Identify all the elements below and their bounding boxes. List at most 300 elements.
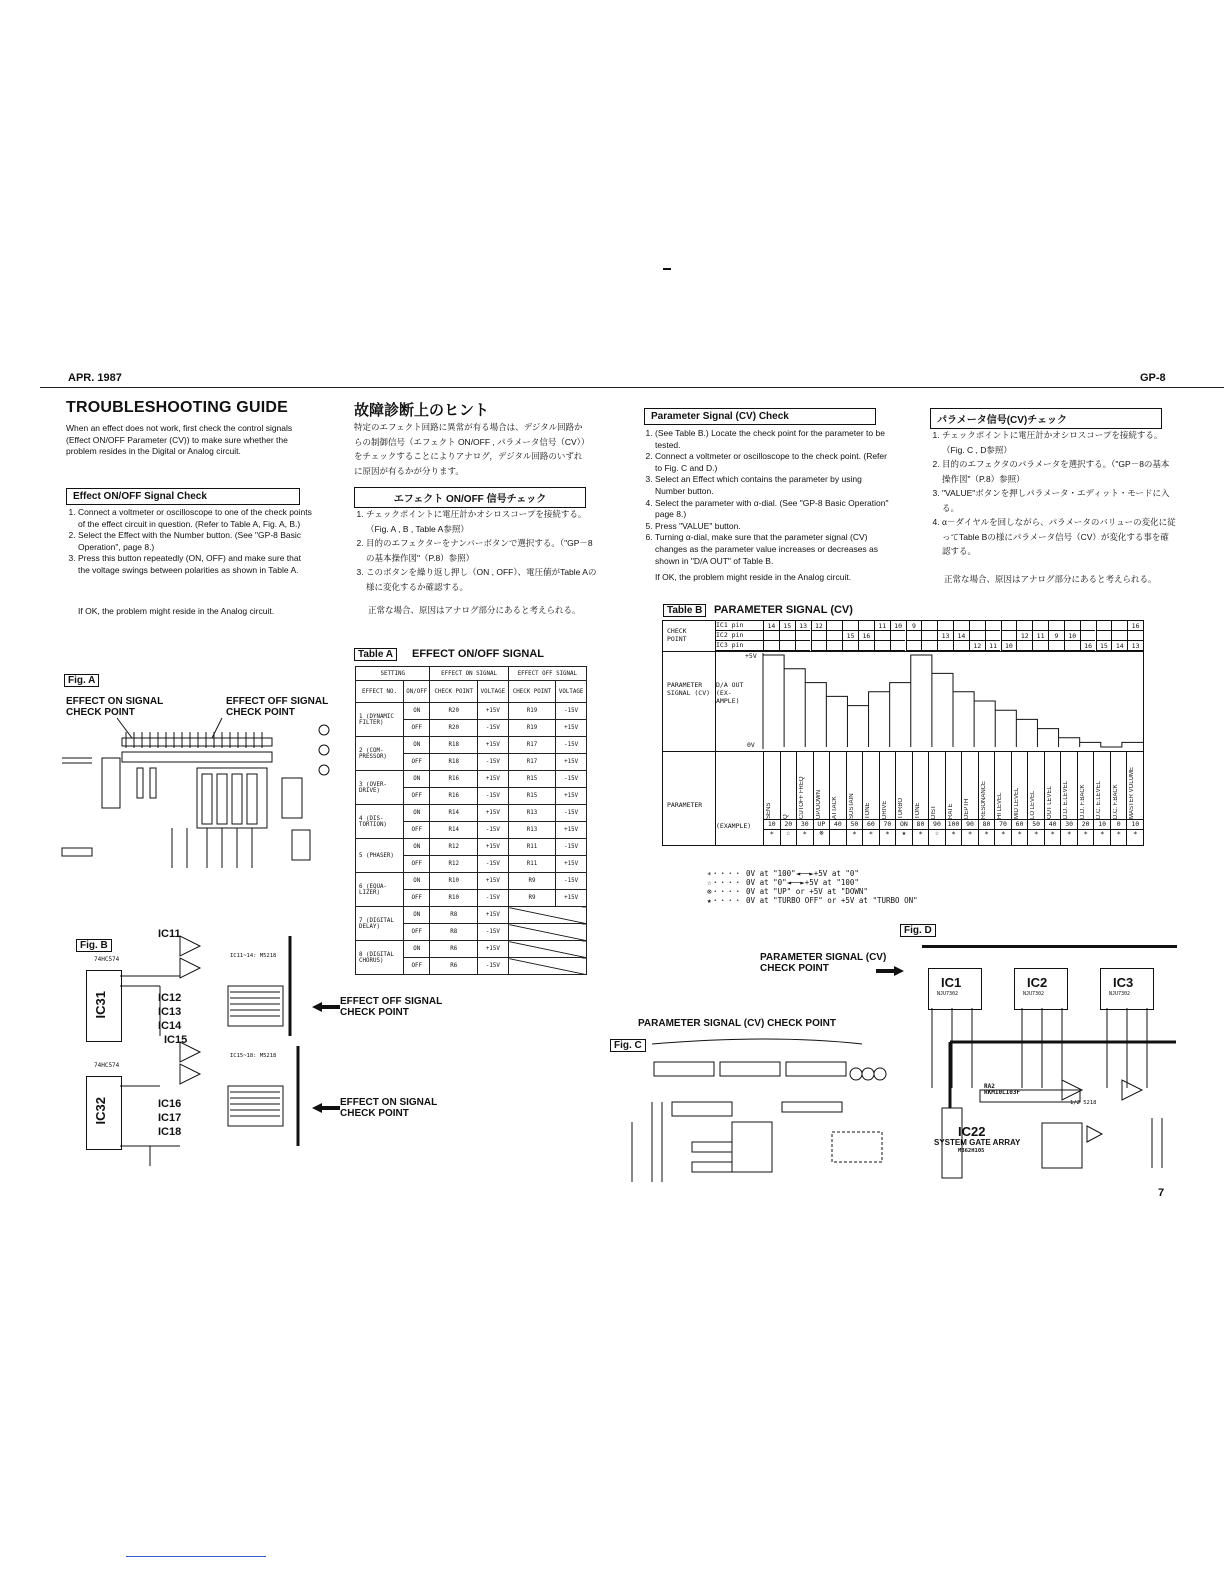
table-a-cell: -15V: [478, 822, 509, 839]
table-a-cell: +15V: [478, 737, 509, 754]
pin-rows: [715, 621, 1143, 651]
th-on-off: ON/OFF: [404, 681, 430, 703]
param-name: OUT LEVEL: [1046, 786, 1053, 819]
effect-name: 1 (DYNAMIC FILTER): [356, 703, 404, 737]
param-name: D.C. F.BACK: [1112, 784, 1119, 819]
table-a-cell: -15V: [556, 737, 587, 754]
fig-a-off-label: EFFECT OFF SIGNAL CHECK POINT: [226, 696, 329, 718]
table-a-cell: +15V: [556, 720, 587, 737]
ic-pin-cell: [826, 641, 842, 651]
table-a-cell: R10: [430, 873, 478, 890]
cv-check-title: Parameter Signal (CV) Check: [644, 408, 876, 425]
effect-name: 7 (DIGITAL DELAY): [356, 907, 404, 941]
footer-link-line: [126, 1556, 266, 1557]
jp-step: 2. 目的のエフェクターをナンバーボタンで選択する。（"GP－8の基本操作図"（P.8）参照）: [366, 536, 600, 565]
table-a-cell: -15V: [478, 856, 509, 873]
ic-pin-cell: 11: [874, 621, 890, 631]
plus5-label: +5V: [745, 652, 757, 660]
ic32-label: IC32: [93, 1097, 108, 1125]
effect-name: 6 (EQUA- LIZER): [356, 873, 404, 907]
table-a-cell: -15V: [478, 924, 509, 941]
header-date: APR. 1987: [68, 372, 122, 384]
table-a-cell: R6: [430, 958, 478, 975]
ic-pin-cell: [890, 641, 906, 651]
param-example: ON: [896, 819, 912, 830]
param-example: 90: [962, 819, 978, 830]
param-name: ATTACK: [832, 796, 839, 819]
param-marker: ∗: [885, 829, 890, 837]
table-a-cell: +15V: [556, 788, 587, 805]
ic-pin-cell: [842, 641, 858, 651]
table-a-row: [356, 737, 587, 754]
param-column: [895, 751, 912, 845]
table-a-cell: [508, 941, 586, 958]
page-title: TROUBLESHOOTING GUIDE: [66, 399, 288, 416]
ic-pin-cell: [795, 631, 811, 641]
table-a-cell: R15: [508, 788, 556, 805]
param-name: RESONANCE: [980, 780, 987, 819]
table-a-cell: R9: [508, 873, 556, 890]
th-effect-no: EFFECT NO.: [356, 681, 404, 703]
cv-trace: [763, 653, 1143, 747]
table-a-cell: +15V: [556, 822, 587, 839]
table-a-cell: R10: [430, 890, 478, 907]
ic-pin-cell: 9: [906, 621, 922, 631]
param-example: 50: [847, 819, 863, 830]
ic-pin-cell: [826, 621, 842, 631]
step: 4. Select the parameter with α-dial. (See "GP-8 Basic Operation" page 8.): [655, 498, 891, 521]
ic-pin-cell: [969, 621, 985, 631]
param-column: [945, 751, 962, 845]
legend-line: ☆・・・・ 0V at "0"◄──►+5V at "100": [707, 878, 859, 887]
jp-step: 3. "VALUE"ボタンを押しパラメータ・エディット・モードに入る。: [942, 486, 1176, 515]
ic-pin-cell: [795, 641, 811, 651]
table-a-tag: Table A: [354, 648, 397, 661]
fig-a-tag: Fig. A: [64, 674, 99, 687]
param-marker: ∗: [1050, 829, 1055, 837]
th-setting: SETTING: [356, 667, 430, 681]
ic13-label: IC13: [158, 1006, 182, 1018]
param-marker: ∗: [1100, 829, 1105, 837]
param-example: 80: [979, 819, 995, 830]
jp-steps: [354, 507, 600, 594]
zero-label: 0V: [747, 741, 755, 749]
table-a-cell: -15V: [478, 788, 509, 805]
th-check-point: CHECK POINT: [430, 681, 478, 703]
off-arrow-label: EFFECT OFF SIGNAL CHECK POINT: [340, 996, 443, 1018]
ic17-label: IC17: [158, 1112, 182, 1124]
ic-pin-cell: [1064, 621, 1080, 631]
ic-pin-cell: [906, 631, 922, 641]
ic-pin-cell: 11: [1032, 631, 1048, 641]
ic1-part: NJU7302: [937, 991, 959, 997]
param-example: 100: [947, 820, 960, 828]
param-column: [1077, 751, 1094, 845]
param-marker: ☆: [934, 829, 940, 837]
table-a-cell: -15V: [556, 839, 587, 856]
table-a: [355, 666, 587, 975]
param-example: 30: [1061, 819, 1077, 830]
table-a-cell: -15V: [556, 771, 587, 788]
param-example: 50: [1028, 819, 1044, 830]
ic-pin-cell: [1001, 631, 1017, 641]
ic-pin-cell: [763, 641, 779, 651]
param-name: RATE: [947, 803, 954, 819]
effect-name: 3 (OVER- DRIVE): [356, 771, 404, 805]
intro-text: When an effect does not work, first check the control signals (Effect ON/OFF Parameter (CV)) to make sure whether the problem resides in the Digital or Analog circuit.: [66, 423, 293, 457]
effect-name: 5 (PHASER): [356, 839, 404, 873]
table-a-cell: [508, 924, 586, 941]
ic-pin-cell: [1096, 621, 1112, 631]
fig-d-label: PARAMETER SIGNAL (CV) CHECK POINT: [760, 952, 887, 974]
table-a-cell: +15V: [478, 941, 509, 958]
table-a-cell: -15V: [478, 754, 509, 771]
ic-pin-cell: 14: [763, 621, 779, 631]
param-column: [796, 751, 813, 845]
table-b-tag: Table B: [663, 604, 706, 617]
ic-pin-cell: 16: [1127, 621, 1143, 631]
da-out-label: D/A OUT (EX- AMPLE): [716, 681, 744, 705]
step: 5. Press "VALUE" button.: [655, 521, 891, 533]
table-a-cell: R17: [508, 737, 556, 754]
ic3-label: IC3: [1113, 975, 1134, 990]
param-marker: ∗: [984, 829, 989, 837]
param-column: [912, 751, 929, 845]
table-a-cell: -15V: [556, 873, 587, 890]
table-a-cell: R18: [430, 754, 478, 771]
param-name: TONE: [914, 802, 921, 819]
ic-pin-cell: [874, 641, 890, 651]
gate-array-part: MB62H105: [958, 1148, 985, 1154]
fig-b-schematic: [120, 926, 295, 1166]
table-b: [662, 620, 1144, 846]
table-a-cell: ON: [404, 907, 430, 924]
param-column: [1044, 751, 1061, 845]
ic-pin-cell: [985, 631, 1001, 641]
fig-d-tag: Fig. D: [900, 924, 936, 937]
ic1-label: IC1: [941, 975, 962, 990]
param-marker: ∗: [852, 829, 857, 837]
on-arrow-label: EFFECT ON SIGNAL CHECK POINT: [340, 1097, 438, 1119]
param-column: [1027, 751, 1044, 845]
param-name: DRIVE: [881, 800, 888, 819]
param-example: 80: [913, 819, 929, 830]
table-a-row: [356, 703, 587, 720]
ic-pin-cell: 13: [795, 621, 811, 631]
table-a-cell: +15V: [556, 754, 587, 771]
ic-pin-cell: 10: [1001, 641, 1017, 651]
table-a-row: [356, 873, 587, 890]
table-a-cell: R8: [430, 924, 478, 941]
ic-pin-cell: [1111, 621, 1127, 631]
ic-pin-cell: [779, 631, 795, 641]
table-a-cell: -15V: [556, 703, 587, 720]
th-voltage: VOLTAGE: [556, 681, 587, 703]
table-a-cell: +15V: [478, 839, 509, 856]
param-column: [1126, 751, 1143, 845]
param-name: HI LEVEL: [997, 792, 1004, 819]
ic31-label: IC31: [93, 991, 108, 1019]
jp-intro: 特定のエフェクト回路に異常が有る場合は、デジタル回路からの制御信号（エフェクト ON/OFF , パラメータ信号（CV））をチェックすることによりアナログ，デジタル回路のいずれに原因が有るかが分ります。: [354, 422, 586, 476]
ic-pin-cell: 9: [1048, 631, 1064, 641]
off-arrow: [312, 1002, 342, 1012]
table-a-cell: R19: [508, 703, 556, 720]
param-column: [780, 751, 797, 845]
ic-pin-cell: [1080, 631, 1096, 641]
table-a-cell: ON: [404, 873, 430, 890]
ic2-chip: [1014, 968, 1068, 1010]
jp-cv-title: パラメータ信号(CV)チェック: [930, 408, 1162, 429]
table-a-cell: OFF: [404, 856, 430, 873]
ic-pin-cell: [1016, 641, 1032, 651]
table-a-cell: R15: [508, 771, 556, 788]
param-name: SUSTAIN: [848, 793, 855, 819]
param-name: D.D. E.LEVEL: [1063, 780, 1070, 819]
step: 3. Press this button repeatedly (ON, OFF) and make sure that the voltage swings between polarities as shown in Table A.: [78, 553, 314, 576]
param-marker: ∗: [868, 829, 873, 837]
jp-step: 1. チェックポイントに電圧計かオシロスコープを接続する。（Fig. A , B , Table A参照）: [366, 507, 600, 536]
table-a-cell: [508, 907, 586, 924]
ic16-label: IC16: [158, 1098, 182, 1110]
table-a-row: [356, 805, 587, 822]
ic11-label: IC11: [158, 928, 181, 940]
ic-pin-cell: 12: [811, 621, 827, 631]
ic-pin-cell: 10: [1064, 631, 1080, 641]
ic-pin-cell: [1001, 621, 1017, 631]
ic-pin-cell: 15: [842, 631, 858, 641]
effect-name: 8 (DIGITAL CHORUS): [356, 941, 404, 975]
fig-c-label: PARAMETER SIGNAL (CV) CHECK POINT: [638, 1018, 836, 1029]
ra2-label: RA2: [984, 1083, 995, 1090]
param-marker: ∗: [1083, 829, 1088, 837]
table-a-cell: +15V: [478, 771, 509, 788]
table-a-cell: R8: [430, 907, 478, 924]
ic-pin-cell: [953, 621, 969, 631]
table-a-cell: ON: [404, 805, 430, 822]
param-column: [862, 751, 879, 845]
param-example: 70: [995, 819, 1011, 830]
ic-pin-cell: 13: [937, 631, 953, 641]
effect-check-title: Effect ON/OFF Signal Check: [66, 488, 300, 505]
ic-pin-cell: 16: [1080, 641, 1096, 651]
param-marker: ∗: [918, 829, 923, 837]
cv-waveform: [763, 653, 1143, 751]
jp-step: 4. α－ダイヤルを回しながら、パラメータのバリューの変化に従ってTable Bの様にパラメータ信号（CV）が変化する事を確認する。: [942, 515, 1176, 559]
header-rule: [40, 387, 1224, 388]
table-a-cell: +15V: [478, 805, 509, 822]
ic3-chip: [1100, 968, 1154, 1010]
table-a-cell: -15V: [478, 720, 509, 737]
table-a-cell: ON: [404, 941, 430, 958]
table-a-cell: +15V: [556, 890, 587, 907]
ic-pin-cell: [969, 631, 985, 641]
table-a-cell: R12: [430, 839, 478, 856]
param-column: [1060, 751, 1077, 845]
table-a-row: [356, 941, 587, 958]
param-example: 60: [1012, 819, 1028, 830]
table-a-cell: R6: [430, 941, 478, 958]
ic-pin-cell: [874, 631, 890, 641]
param-example: UP: [814, 819, 830, 830]
param-marker: ∗: [802, 829, 807, 837]
table-a-cell: ON: [404, 737, 430, 754]
table-a-cell: R11: [508, 856, 556, 873]
ic2-part: NJU7302: [1023, 991, 1045, 997]
ic-pin-cell: [858, 621, 874, 631]
param-column: [813, 751, 830, 845]
table-a-cell: +15V: [478, 907, 509, 924]
table-a-cell: R20: [430, 720, 478, 737]
param-marker: ∗: [1017, 829, 1022, 837]
table-a-cell: [508, 958, 586, 975]
ic-pin-cell: [763, 631, 779, 641]
fig-b-note1: IC11~14: M5218: [230, 953, 277, 959]
parameter-label: PARAMETER: [667, 801, 703, 809]
table-a-cell: R11: [508, 839, 556, 856]
table-a-cell: R12: [430, 856, 478, 873]
jp-cv-steps: [930, 428, 1176, 559]
param-column: [829, 751, 846, 845]
table-a-cell: +15V: [478, 703, 509, 720]
fig-d-schematic: [912, 1008, 1176, 1188]
param-example: 60: [863, 819, 879, 830]
table-a-cell: R14: [430, 805, 478, 822]
param-marker: ∗: [951, 829, 956, 837]
step: 2. Select the Effect with the Number button. (See "GP-8 Basic Operation", page 8.): [78, 530, 314, 553]
param-name: LO LEVEL: [1030, 790, 1037, 819]
param-name: DEPTH: [964, 798, 971, 819]
ic-pin-cell: [953, 641, 969, 651]
th-on-signal: EFFECT ON SIGNAL: [430, 667, 508, 681]
param-marker: ∗: [1067, 829, 1072, 837]
table-a-cell: R13: [508, 822, 556, 839]
ic14-label: IC14: [158, 1020, 182, 1032]
ic22-label: IC22: [958, 1124, 986, 1139]
fig-c-schematic: [612, 1032, 902, 1182]
step: 2. Connect a voltmeter or oscilloscope to the check point. (Refer to Fig. C and D.): [655, 451, 891, 474]
ic-pin-cell: [858, 641, 874, 651]
table-a-cell: OFF: [404, 754, 430, 771]
example-label: (EXAMPLE): [716, 822, 752, 830]
param-name: Q: [782, 814, 789, 819]
on-arrow: [312, 1103, 342, 1113]
param-name: TURBO: [898, 798, 905, 819]
param-name: D.C. E.LEVEL: [1096, 780, 1103, 819]
ic3-part: NJU7302: [1109, 991, 1131, 997]
ic-pin-cell: 10: [890, 621, 906, 631]
ic31-chip: [86, 970, 122, 1042]
table-a-cell: R17: [508, 754, 556, 771]
effect-name: 2 (COM- PRESSOR): [356, 737, 404, 771]
param-column: [994, 751, 1011, 845]
param-column: [879, 751, 896, 845]
step: 1. (See Table B.) Locate the check point for the parameter to be tested.: [655, 428, 891, 451]
param-marker: ☆: [786, 829, 791, 837]
param-column: [1110, 751, 1127, 845]
ic-pin-cell: [1080, 621, 1096, 631]
param-marker: ⊗: [819, 829, 824, 837]
param-signal-label: PARAMETER SIGNAL (CV): [667, 681, 711, 697]
page-number: 7: [1158, 1187, 1165, 1199]
ic-pin-row-label: IC2 pin: [716, 631, 764, 641]
param-column: [961, 751, 978, 845]
table-a-row: [356, 839, 587, 856]
ic-pin-cell: [890, 631, 906, 641]
effect-check-steps: [66, 507, 314, 577]
ic-pin-cell: [1127, 631, 1143, 641]
cv-check-note: If OK, the problem might reside in the Analog circuit.: [655, 572, 852, 582]
th-voltage: VOLTAGE: [478, 681, 509, 703]
table-a-cell: ON: [404, 771, 430, 788]
table-a-cell: -15V: [556, 805, 587, 822]
table-a-cell: +15V: [556, 856, 587, 873]
table-a-title: EFFECT ON/OFF SIGNAL: [412, 648, 544, 660]
jp-step: 1. チェックポイントに電圧計かオシロスコープを接続する。（Fig. C , D参照）: [942, 428, 1176, 457]
param-name: TONE: [865, 802, 872, 819]
fig-c-tag: Fig. C: [610, 1039, 646, 1052]
ic-pin-cell: [1096, 631, 1112, 641]
ic-pin-cell: 16: [858, 631, 874, 641]
ic-pin-cell: [826, 631, 842, 641]
param-example: 30: [797, 819, 813, 830]
ic-pin-cell: [921, 621, 937, 631]
param-example: 40: [830, 819, 846, 830]
table-a-cell: R20: [430, 703, 478, 720]
ic-pin-cell: [906, 641, 922, 651]
param-column: [1093, 751, 1110, 845]
ic-pin-cell: [1032, 621, 1048, 631]
param-column: [1011, 751, 1028, 845]
step: 1. Connect a voltmeter or oscilloscope to one of the check points of the effect circuit in question. (Refer to Table A, Fig. A, B.): [78, 507, 314, 530]
legend-line: ∗・・・・ 0V at "100"◄──►+5V at "0": [707, 869, 859, 878]
ic-pin-cell: [842, 621, 858, 631]
table-a-cell: R16: [430, 788, 478, 805]
ic-pin-cell: [1032, 641, 1048, 651]
fig-b-chip2: 74HC574: [94, 1062, 120, 1069]
effect-name: 4 (DIS- TORTION): [356, 805, 404, 839]
ic-pin-cell: [811, 631, 827, 641]
table-a-cell: OFF: [404, 822, 430, 839]
table-a-cell: +15V: [478, 873, 509, 890]
table-a-cell: R18: [430, 737, 478, 754]
fig-b-tag: Fig. B: [76, 939, 112, 952]
ic1-chip: [928, 968, 982, 1010]
ic-pin-cell: [779, 641, 795, 651]
table-a-row: [356, 907, 587, 924]
jp-step: 2. 目的のエフェクタのパラメータを選択する。（"GP－8の基本操作図"（P.8）参照）: [942, 457, 1176, 486]
param-marker: ★: [901, 829, 907, 837]
ic-pin-cell: 11: [985, 641, 1001, 651]
cv-check-steps: [643, 428, 891, 567]
param-marker: ∗: [769, 829, 774, 837]
ic-pin-cell: [937, 641, 953, 651]
param-name: D.D. F.BACK: [1079, 784, 1086, 819]
param-name: DIST: [931, 805, 938, 819]
fig-d-arrow: [876, 966, 906, 976]
ic15-label: IC15: [164, 1034, 188, 1046]
step: 3. Select an Effect which contains the parameter by using Number button.: [655, 474, 891, 497]
jp-step: 3. このボタンを繰り返し押し（ON , OFF）、電圧値がTable Aの様に変化するか確認する。: [366, 565, 600, 594]
param-column: [928, 751, 945, 845]
ic-pin-cell: [1111, 631, 1127, 641]
table-b-title: PARAMETER SIGNAL (CV): [714, 604, 853, 616]
param-example: 10: [1127, 819, 1143, 830]
param-marker: ∗: [1116, 829, 1121, 837]
param-example: 20: [781, 819, 797, 830]
table-a-cell: -15V: [478, 890, 509, 907]
ic-pin-row-label: IC3 pin: [716, 641, 764, 651]
param-example: 90: [929, 819, 945, 830]
